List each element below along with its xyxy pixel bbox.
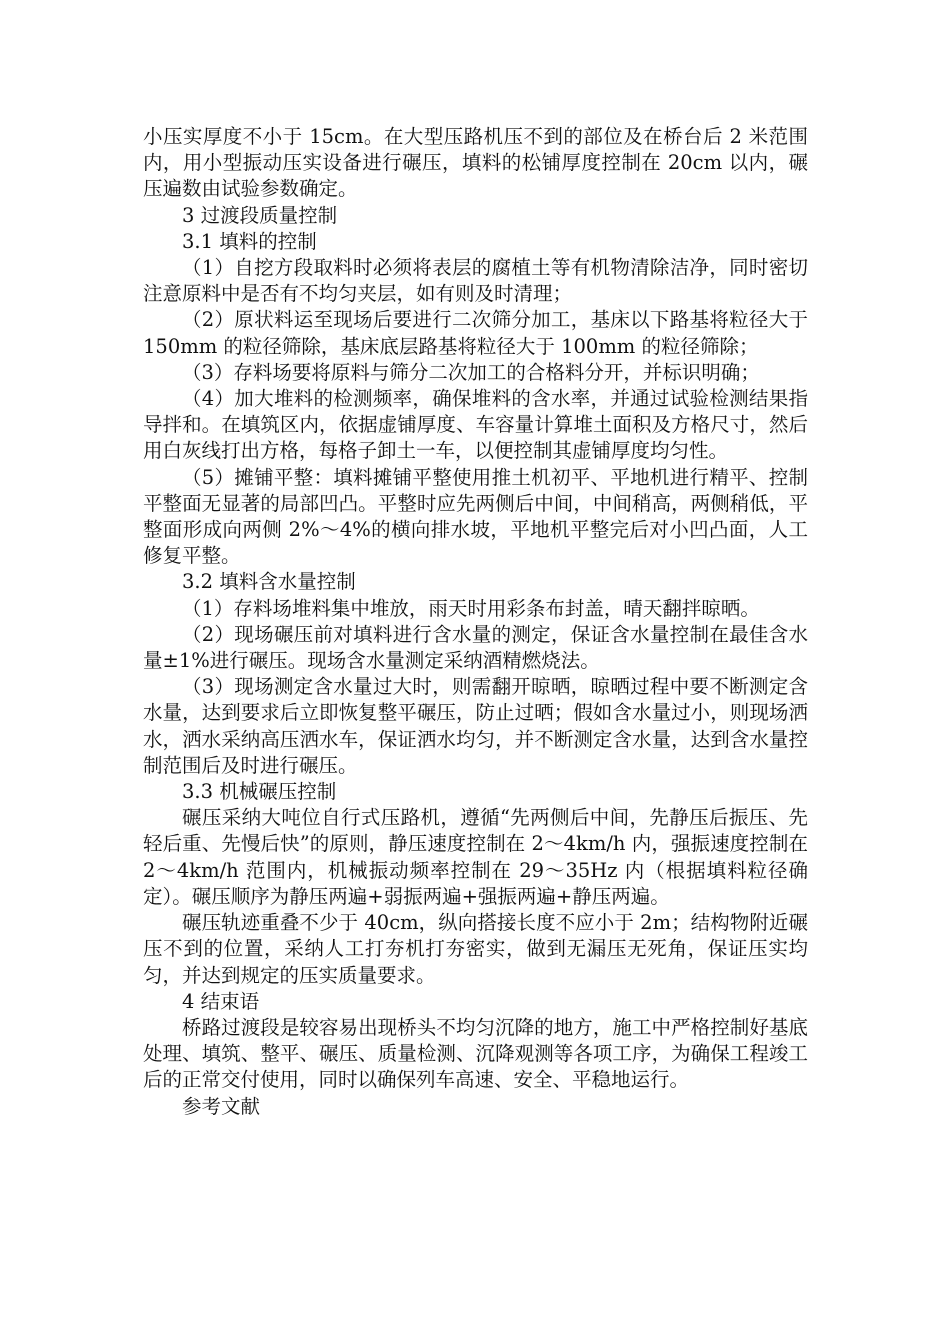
list-item-3-1-5: （5）摊铺平整：填料摊铺平整使用推土机初平、平地机进行精平、控制平整面无显著的局部凹凸。平整时应先两侧后中间，中间稍高，两侧稍低，平整面形成向两侧 2%～4%的横向排水坡，平地机平整完后对小凹凸面，人工修复平整。 [143,465,808,568]
subsection-heading-3-1: 3.1 填料的控制 [182,229,317,253]
subsection-heading-3-2: 3.2 填料含水量控制 [182,570,356,594]
list-item-3-1-2: （2）原状料运至现场后要进行二次筛分加工，基床以下路基将粒径大于 150mm 的粒径筛除，基床底层路基将粒径大于 100mm 的粒径筛除； [143,308,808,358]
paragraph-compaction-overlap: 碾压轨迹重叠不少于 40cm，纵向搭接长度不应小于 2m；结构物附近碾压不到的位置，采纳人工打夯机打夯密实，做到无漏压无死角，保证压实均匀，并达到规定的压实质量要求。 [143,911,808,987]
paragraph-compaction-method: 碾压采纳大吨位自行式压路机，遵循“先两侧后中间，先静压后振压、先轻后重、先慢后快”的原则，静压速度控制在 2～4km/h 内，强振速度控制在 2～4km/h 范围内，机械振动频率控制在 29～35Hz 内（根据填料粒径确定）。碾压顺序为静压两遍+弱振两遍+强振两遍+静压两遍。 [143,806,808,908]
list-item-3-1-3: （3）存料场要将原料与筛分二次加工的合格料分开，并标识明确； [182,360,760,384]
paragraph-continuation: 小压实厚度不小于 15cm。在大型压路机压不到的部位及在桥台后 2 米范围内，用小型振动压实设备进行碾压，填料的松铺厚度控制在 20cm 以内，碾压遍数由试验参数确定。 [143,125,808,201]
list-item-3-2-1: （1）存料场堆料集中堆放，雨天时用彩条布封盖，晴天翻拌晾晒。 [182,596,760,620]
list-item-3-1-1: （1）自挖方段取料时必须将表层的腐植土等有机物清除洁净，同时密切注意原料中是否有不均匀夹层，如有则及时清理； [143,256,808,306]
subsection-heading-3-3: 3.3 机械碾压控制 [182,780,337,804]
list-item-3-2-2: （2）现场碾压前对填料进行含水量的测定，保证含水量控制在最佳含水量±1%进行碾压。现场含水量测定采纳酒精燃烧法。 [143,622,808,673]
document-body [143,124,808,1120]
section-heading-4: 4 结束语 [182,989,260,1013]
list-item-3-2-3: （3）现场测定含水量过大时，则需翻开晾晒，晾晒过程中要不断测定含水量，达到要求后立即恢复整平碾压，防止过晒；假如含水量过小，则现场洒水，洒水采纳高压洒水车，保证洒水均匀，并不断测定含水量，达到含水量控制范围后及时进行碾压。 [143,675,808,777]
list-item-3-1-4: （4）加大堆料的检测频率，确保堆料的含水率，并通过试验检测结果指导拌和。在填筑区内，依据虚铺厚度、车容量计算堆土面积及方格尺寸，然后用白灰线打出方格，每格子卸土一车，以便控制其虚铺厚度均匀性。 [143,387,808,463]
paragraph-conclusion: 桥路过渡段是较容易出现桥头不均匀沉降的地方，施工中严格控制好基底处理、填筑、整平、碾压、质量检测、沉降观测等各项工序，为确保工程竣工后的正常交付使用，同时以确保列车高速、安全、平稳地运行。 [143,1015,808,1092]
references-heading: 参考文献 [182,1094,261,1118]
section-heading-3: 3 过渡段质量控制 [182,203,338,227]
